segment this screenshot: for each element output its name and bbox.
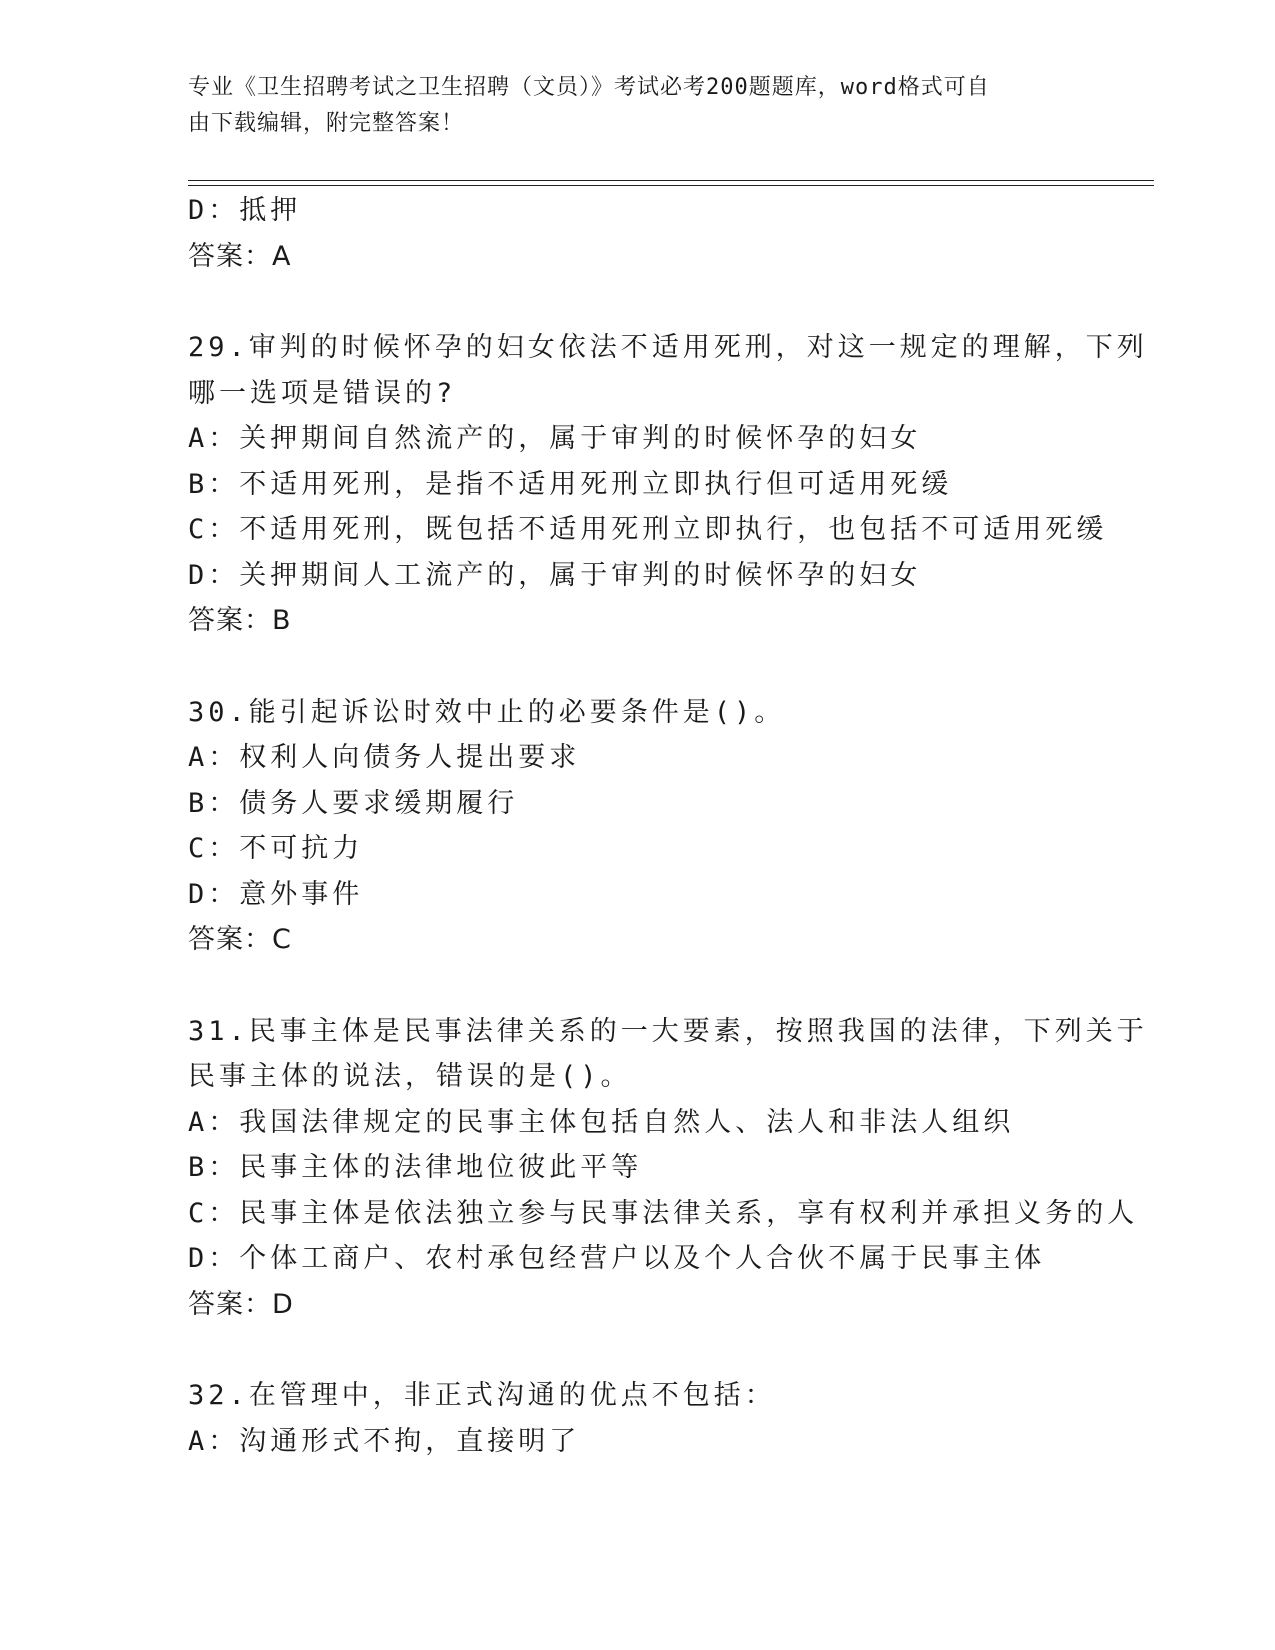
question-block (188, 1009, 1148, 1328)
document-body (188, 188, 1148, 1464)
header-rule-bottom (188, 185, 1154, 186)
option-a: A：关押期间自然流产的，属于审判的时候怀孕的妇女 (188, 423, 922, 454)
question-stem: 哪一选项是错误的? (188, 377, 457, 409)
question-stem: 民事主体的说法，错误的是()。 (188, 1061, 632, 1092)
answer-line: 答案：B (188, 605, 292, 636)
header-rule-top (188, 180, 1154, 181)
question-stem: 29.审判的时候怀孕的妇女依法不适用死刑，对这一规定的理解，下列 (188, 332, 1148, 363)
option-d: D：意外事件 (188, 878, 364, 910)
option-b: B：民事主体的法律地位彼此平等 (188, 1152, 643, 1183)
question-block (188, 1373, 1108, 1464)
option-b: B：不适用死刑，是指不适用死刑立即执行但可适用死缓 (188, 468, 953, 500)
header-line-1: 专业《卫生招聘考试之卫生招聘（文员）》考试必考200题题库，word格式可自 (188, 75, 990, 100)
option-b: B：债务人要求缓期履行 (188, 787, 519, 819)
header-line-2: 由下载编辑，附完整答案！ (188, 111, 465, 136)
question-block (188, 325, 1148, 644)
option-a: A：我国法律规定的民事主体包括自然人、法人和非法人组织 (188, 1106, 1015, 1138)
option-c: C：民事主体是依法独立参与民事法律关系，享有权利并承担义务的人 (188, 1197, 1139, 1229)
answer-line: 答案：D (188, 1288, 294, 1320)
question-stem: 30.能引起诉讼时效中止的必要条件是()。 (188, 696, 786, 728)
question-block (188, 690, 1108, 963)
option-a: A：权利人向债务人提出要求 (188, 742, 581, 773)
document-header (188, 70, 1068, 142)
option-d: D：关押期间人工流产的，属于审判的时候怀孕的妇女 (188, 559, 922, 591)
question-stem: 32.在管理中，非正式沟通的优点不包括： (188, 1380, 776, 1411)
option-c: C：不适用死刑，既包括不适用死刑立即执行，也包括不可适用死缓 (188, 514, 1108, 545)
option-d: D：抵押 (188, 195, 302, 226)
question-stem: 31.民事主体是民事法律关系的一大要素，按照我国的法律，下列关于 (188, 1015, 1148, 1047)
option-a: A：沟通形式不拘，直接明了 (188, 1425, 581, 1457)
answer-line: 答案：A (188, 240, 292, 272)
option-d: D：个体工商户、农村承包经营户以及个人合伙不属于民事主体 (188, 1243, 1046, 1274)
answer-line: 答案：C (188, 924, 292, 955)
option-c: C：不可抗力 (188, 833, 364, 864)
